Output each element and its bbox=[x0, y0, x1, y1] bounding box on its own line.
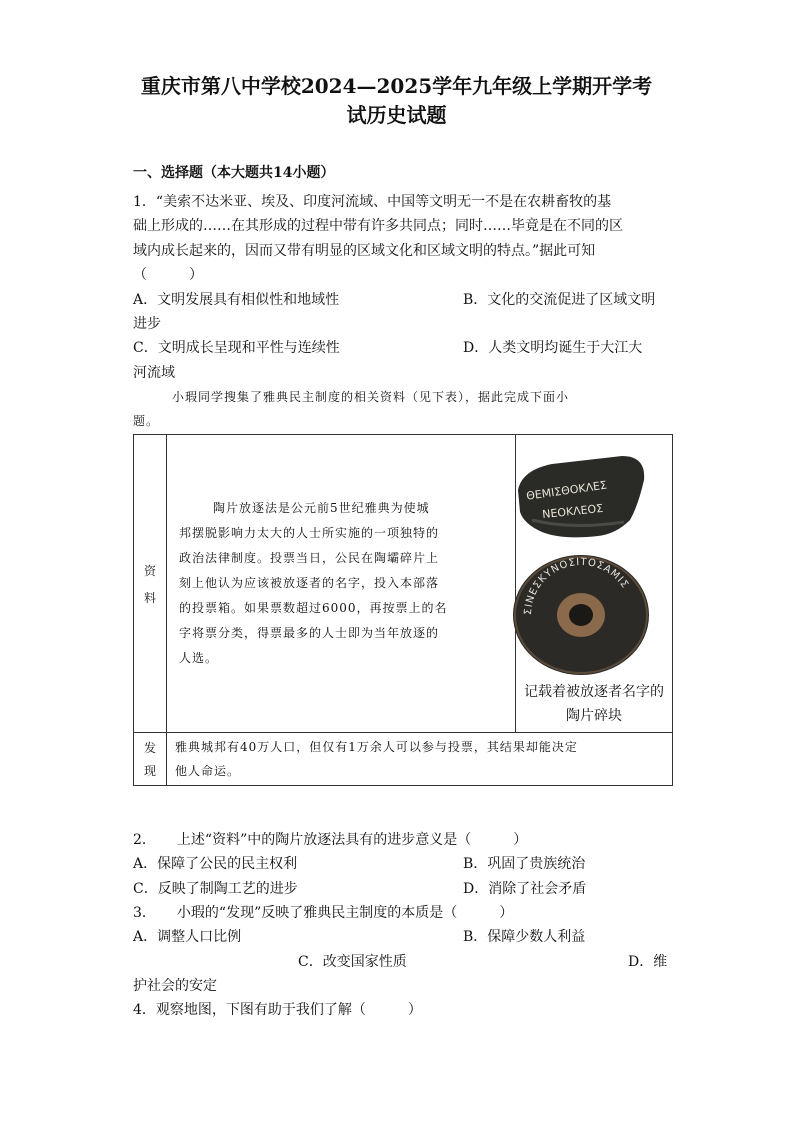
source-label-cell bbox=[134, 435, 167, 733]
section-heading: 一、选择题（本大题共14小题） bbox=[133, 165, 335, 181]
q1-option-d-cont: 河流域 bbox=[133, 365, 175, 381]
shard1-inscription-line2: ΝΕΟΚΛΕΟΣ bbox=[541, 501, 604, 522]
finding-text-cell bbox=[167, 733, 673, 786]
image-caption-line1: 记载着被放逐者名字的 bbox=[524, 684, 664, 700]
q3-option-a: A．调整人口比例 bbox=[133, 929, 242, 945]
finding-text-line1: 雅典城邦有40万人口，但仅有1万余人可以参与投票，其结果却能决定 bbox=[175, 740, 578, 754]
q2-option-c: C．反映了制陶工艺的进步 bbox=[133, 881, 298, 897]
q1-option-c: C．文明成长呈现和平性与连续性 bbox=[133, 340, 340, 356]
page-title-line1: 重庆市第八中学校2024—2025学年九年级上学期开学考 bbox=[140, 74, 653, 98]
disc-inscription: ΣΙΝΕΣΚΥΝΟΣΙΤΟΣΑΜΙΣ bbox=[522, 556, 631, 616]
q1-option-d: D．人类文明均诞生于大江大 bbox=[463, 340, 643, 356]
finding-label-cell bbox=[134, 733, 167, 786]
q3-stem: 3． 小瑕的“发现”反映了雅典民主制度的本质是（ ） bbox=[133, 905, 514, 921]
q3-option-c: C．改变国家性质 bbox=[298, 954, 407, 970]
q3-option-d: D．维 bbox=[628, 954, 668, 970]
ostracon-disc-image bbox=[510, 553, 652, 678]
source-text-line2: 邦摆脱影响力太大的人士所实施的一项独特的 bbox=[179, 526, 440, 540]
q1-answer-blank: （ ） bbox=[133, 267, 203, 283]
image-caption-line2: 陶片碎块 bbox=[566, 708, 622, 724]
finding-text-line2: 他人命运。 bbox=[175, 764, 241, 778]
intro-line1: 小瑕同学搜集了雅典民主制度的相关资料（见下表），据此完成下面小 bbox=[172, 390, 570, 404]
source-text-line3: 政治法律制度。投票当日，公民在陶壩碎片上 bbox=[179, 551, 440, 565]
q1-option-b: B．文化的交流促进了区域文明 bbox=[463, 292, 656, 308]
source-text-line7: 人选。 bbox=[179, 651, 219, 665]
ostracon-shard-image bbox=[512, 450, 650, 540]
shard1-inscription-line1: ΘΕΜΙΣΘΟΚΛΕΣ bbox=[525, 478, 608, 503]
q3-option-b: B．保障少数人利益 bbox=[463, 929, 586, 945]
q2-option-d: D．消除了社会矛盾 bbox=[463, 881, 587, 897]
q1-option-b-cont: 进步 bbox=[133, 316, 161, 332]
page-title-line2: 试历史试题 bbox=[346, 103, 447, 127]
finding-label-char1: 发 bbox=[143, 741, 156, 755]
q2-option-a: A．保障了公民的民主权利 bbox=[133, 856, 298, 872]
q1-stem-line3: 域内成长起来的，因而又带有明显的区域文化和区域文明的特点。”据此可知 bbox=[133, 243, 596, 259]
finding-label-char2: 现 bbox=[143, 764, 156, 778]
q2-option-b: B．巩固了贵族统治 bbox=[463, 856, 586, 872]
q1-stem-line1: 1．“美索不达米亚、埃及、印度河流域、中国等文明无一不是在农耕畜牧的基 bbox=[133, 194, 612, 210]
source-label-char1: 资 bbox=[143, 563, 156, 578]
q3-option-d-cont: 护社会的安定 bbox=[133, 978, 217, 994]
source-text-line4: 刻上他认为应该被放逐者的名字，投入本部落 bbox=[179, 576, 440, 590]
source-text-line6: 字将票分类，得票最多的人士即为当年放逐的 bbox=[179, 626, 440, 640]
source-text-cell bbox=[167, 435, 516, 733]
source-text-line1: 陶片放逐法是公元前5世纪雅典为使城 bbox=[213, 501, 430, 515]
q1-option-a: A．文明发展具有相似性和地域性 bbox=[133, 292, 340, 308]
q1-stem-line2: 础上形成的……在其形成的过程中带有许多共同点；同时……毕竟是在不同的区 bbox=[133, 218, 623, 234]
source-label-char2: 料 bbox=[143, 590, 156, 605]
q2-stem: 2． 上述“资料”中的陶片放逐法具有的进步意义是（ ） bbox=[133, 832, 528, 848]
q4-stem: 4．观察地图，下图有助于我们了解（ ） bbox=[133, 1002, 422, 1018]
intro-line2: 题。 bbox=[133, 414, 160, 428]
source-text-line5: 的投票箱。如果票数超过6000，再按票上的名 bbox=[179, 601, 448, 615]
